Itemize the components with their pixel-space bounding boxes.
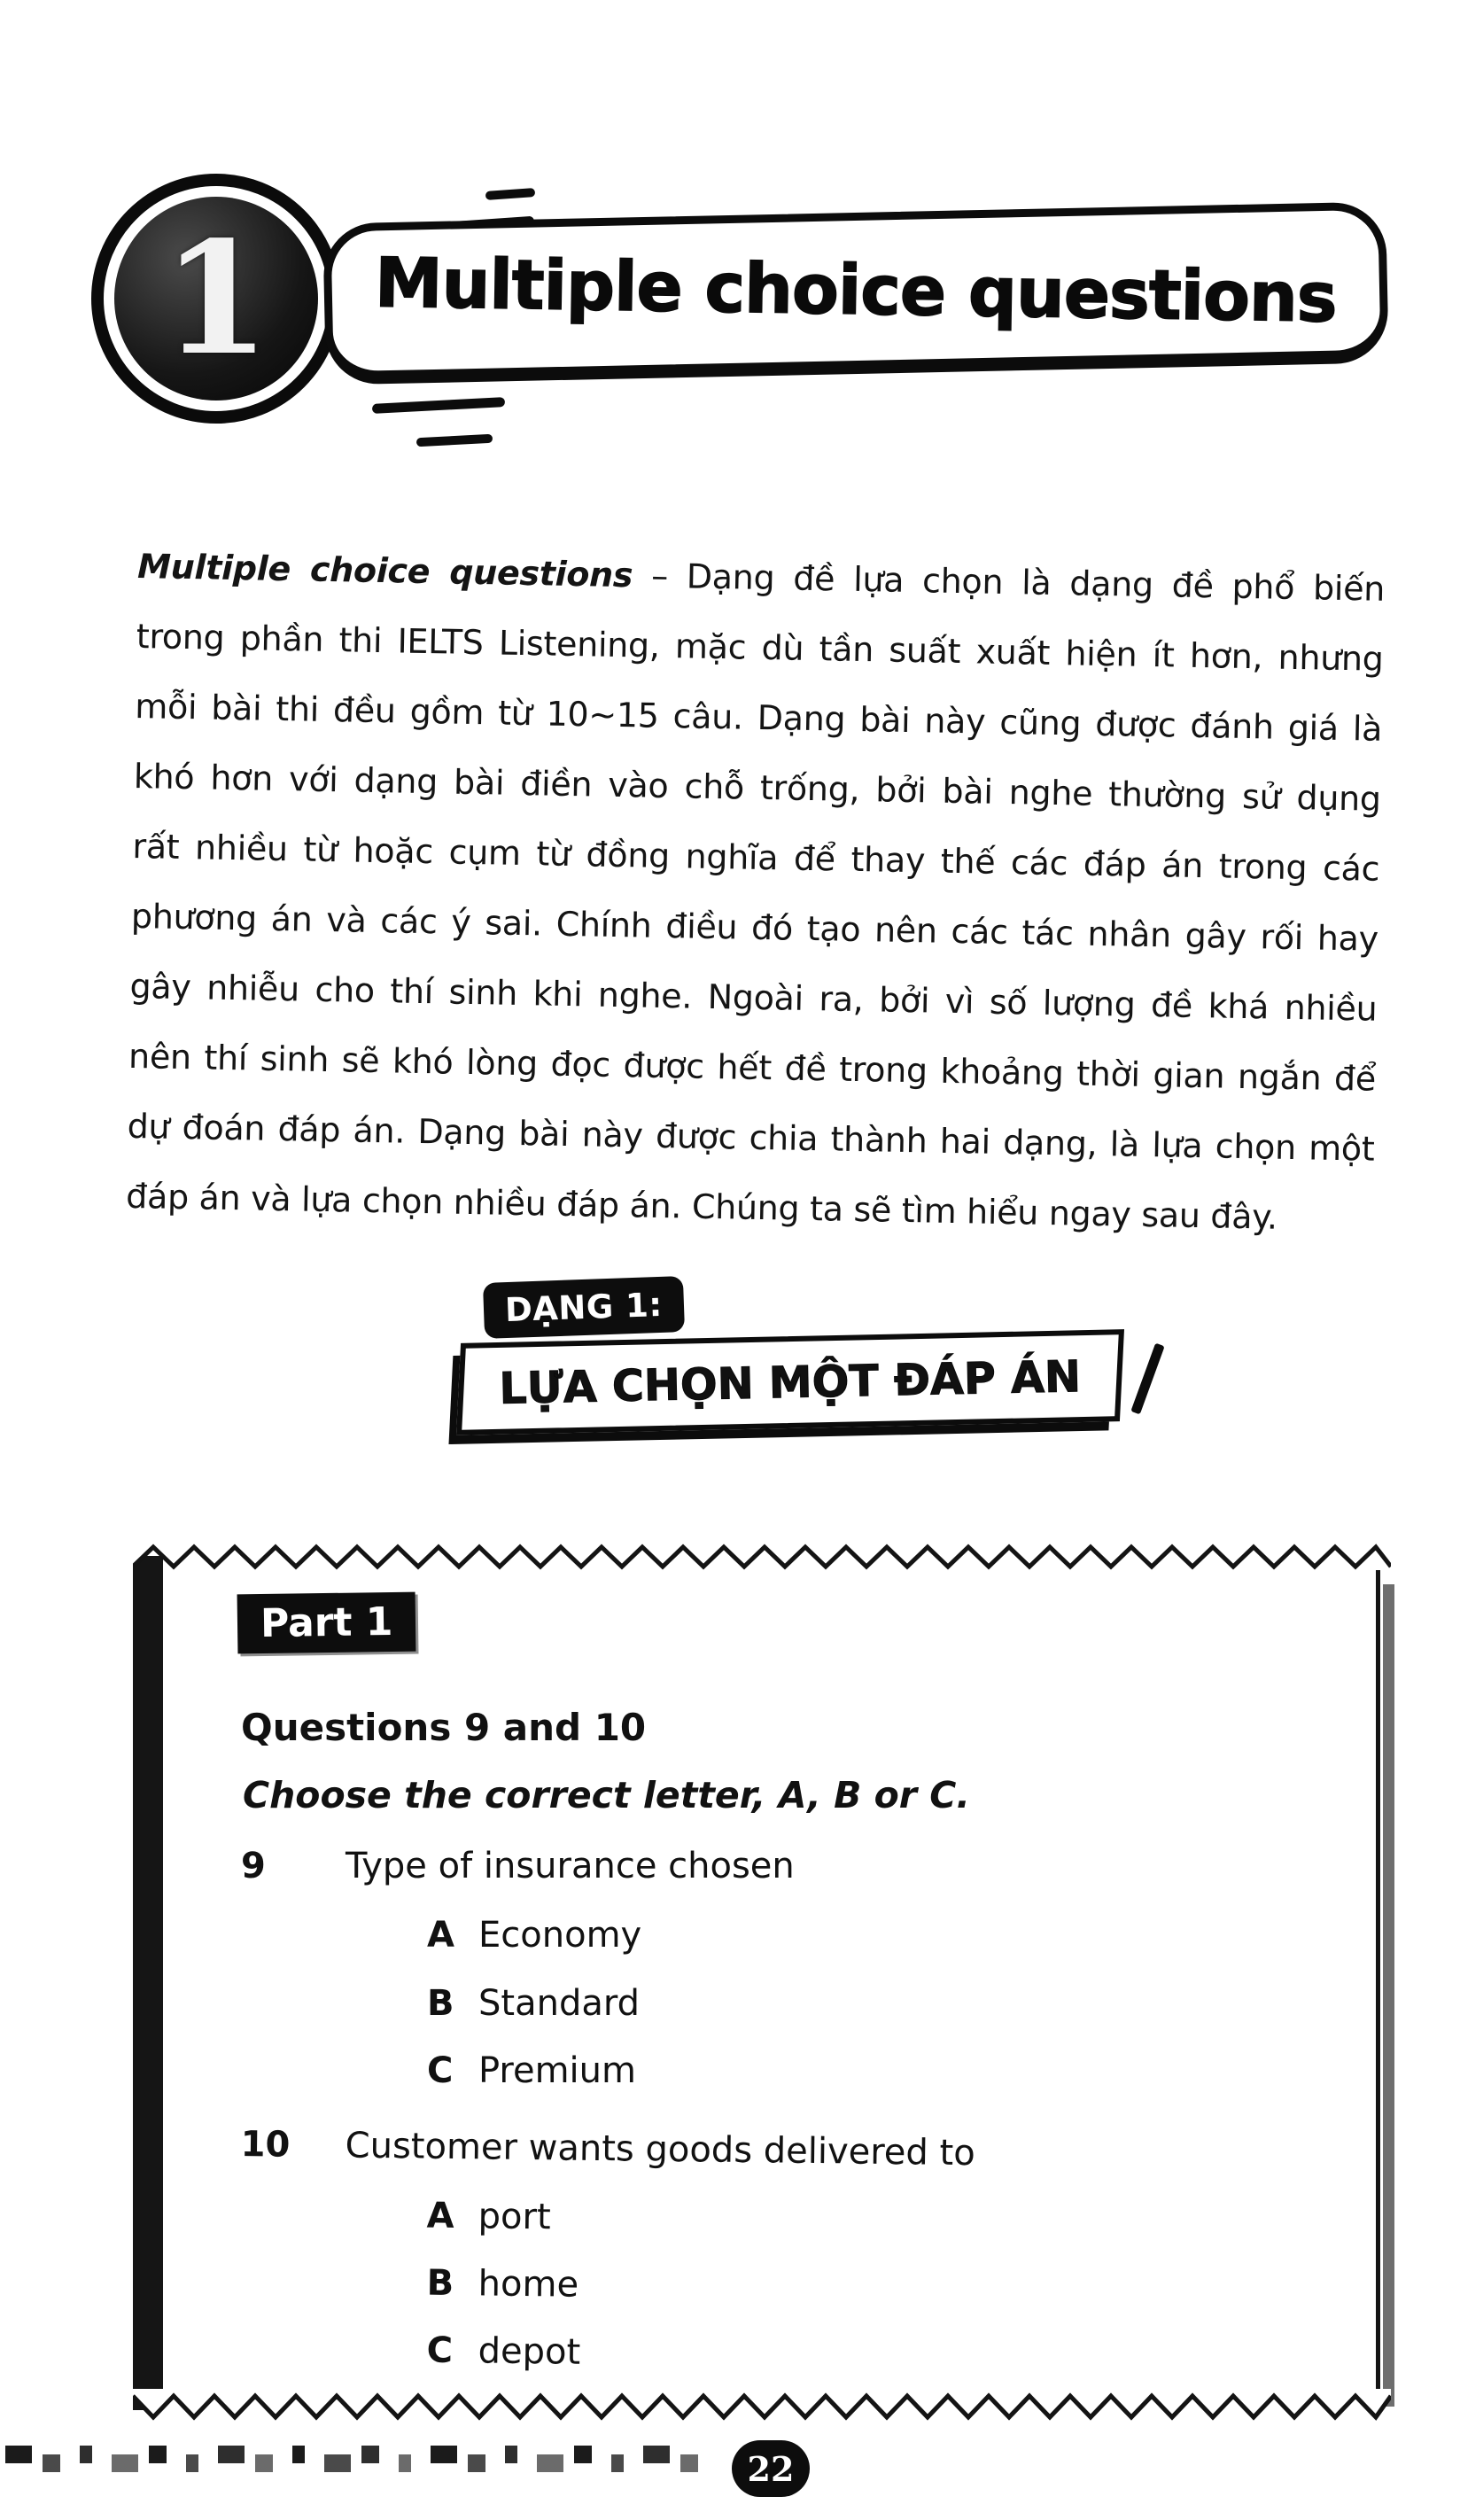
page-number-badge (732, 2440, 810, 2497)
option-text: Premium (478, 2050, 636, 2091)
decor-dash (186, 2454, 198, 2472)
option-text: Economy (478, 1915, 642, 1956)
intro-line: rất nhiều từ hoặc cụm từ đồng nghĩa để thay thế các đáp án trong các (132, 826, 1380, 889)
decor-dash (80, 2446, 92, 2463)
intro-line-rest: – Dạng đề lựa chọn là dạng đề phổ biến (632, 556, 1386, 609)
part-label: Part 1 (237, 1592, 416, 1654)
question-text: Customer wants goods delivered to (345, 2125, 975, 2174)
zigzag-border-bottom (133, 2389, 1391, 2426)
decor-dash (292, 2446, 305, 2463)
decor-dash (361, 2446, 379, 2463)
decor-dash (468, 2454, 485, 2472)
section-title: LỰA CHỌN MỘT ĐÁP ÁN (499, 1350, 1082, 1414)
exercise-content (163, 1575, 1376, 2391)
decor-dash (574, 2446, 592, 2463)
option-text: Standard (478, 1983, 640, 2024)
decor-dash (505, 2446, 517, 2463)
intro-line: nên thí sinh sẽ khó lòng đọc được hết đề trong khoảng thời gian ngắn để (128, 1036, 1377, 1099)
speed-line (485, 188, 536, 200)
chapter-number-disc (114, 197, 318, 401)
speed-line (372, 397, 505, 414)
option-letter: A (427, 1915, 454, 1956)
question-number: 10 (240, 2124, 291, 2166)
decor-dash (218, 2446, 245, 2463)
intro-line: phương án và các ý sai. Chính điều đó tạo nên các tác nhân gây rối hay (130, 896, 1379, 959)
decor-dash (611, 2454, 624, 2472)
chapter-number-badge (91, 174, 341, 424)
chapter-number: 1 (162, 207, 270, 390)
decor-dash (5, 2446, 32, 2463)
speed-line (416, 434, 493, 447)
intro-lead: Multiple choice questions (136, 546, 633, 595)
intro-paragraph (126, 532, 1386, 1255)
exercise-box-shadow (1383, 1584, 1394, 2407)
option-letter: C (427, 2050, 454, 2091)
exercise-instruction: Choose the correct letter, A, B or C. (243, 1774, 970, 1816)
page-number: 22 (747, 2448, 795, 2489)
decor-dash (112, 2454, 138, 2472)
option-letter: B (427, 1983, 454, 2024)
option-text: port (478, 2196, 551, 2238)
section-banner-slash-decor (1130, 1343, 1164, 1415)
option-letter: C (426, 2329, 454, 2371)
exercise-box-left-bar (133, 1556, 163, 2410)
decor-dash (255, 2454, 273, 2472)
exercise-box (133, 1544, 1391, 2423)
question-text: Type of insurance chosen (346, 1846, 795, 1886)
intro-line: đáp án và lựa chọn nhiều đáp án. Chúng ta sẽ tìm hiểu ngay sau đây. (125, 1176, 1278, 1237)
intro-line: khó hơn với dạng bài điền vào chỗ trống, bởi bài nghe thường sử dụng (133, 756, 1382, 819)
option-letter: B (426, 2262, 454, 2305)
question-row (163, 2123, 1349, 2174)
chapter-title: Multiple choice questions (374, 243, 1338, 338)
decor-dash (43, 2454, 60, 2472)
intro-line: dự đoán đáp án. Dạng bài này được chia thành hai dạng, là lựa chọn một (127, 1106, 1375, 1169)
question-number: 9 (241, 1846, 266, 1886)
intro-line: gây nhiễu cho thí sinh khi nghe. Ngoài ra, bởi vì số lượng đề khá nhiều (129, 966, 1378, 1029)
decor-dash (680, 2454, 698, 2472)
exercise-heading: Questions 9 and 10 (241, 1706, 647, 1749)
intro-line: trong phần thi IELTS Listening, mặc dù tần suất xuất hiện ít hơn, nhưng (136, 616, 1385, 679)
decor-dash (399, 2454, 411, 2472)
decor-dash (149, 2446, 167, 2463)
option-letter: A (426, 2195, 454, 2237)
exercise-box-right-border (1376, 1570, 1380, 2396)
decor-dash (643, 2446, 670, 2463)
section-type-badge: DẠNG 1: (483, 1276, 685, 1339)
intro-line: mỗi bài thi đều gồm từ 10~15 câu. Dạng bài này cũng được đánh giá là (134, 686, 1383, 749)
chapter-title-banner (322, 201, 1389, 385)
decor-dash (431, 2446, 457, 2463)
zigzag-border-top (133, 1540, 1391, 1572)
decor-dash (324, 2454, 351, 2472)
option-text: home (478, 2263, 579, 2306)
section-title-banner (456, 1329, 1124, 1435)
option-text: depot (478, 2330, 581, 2373)
decor-dash (537, 2454, 563, 2472)
